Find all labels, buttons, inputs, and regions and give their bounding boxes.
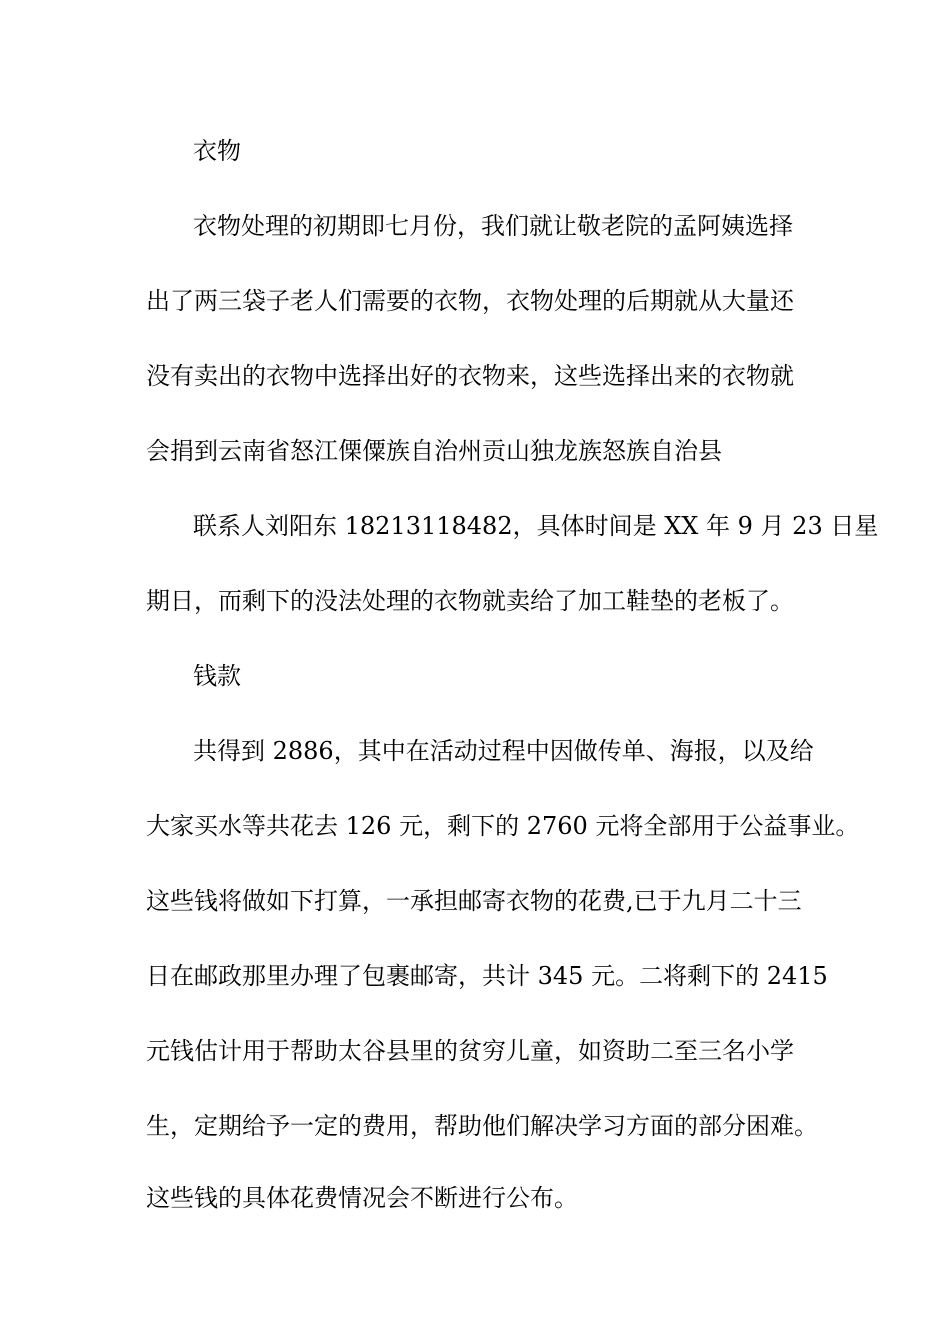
paragraph-line: 这些钱的具体花费情况会不断进行公布。 [146,1184,578,1212]
paragraph-line: 出了两三袋子老人们需要的衣物，衣物处理的后期就从大量还 [146,287,794,315]
paragraph-line: 会捐到云南省怒江傈僳族自治州贡山独龙族怒族自治县 [146,437,722,465]
paragraph-line: 期日，而剩下的没法处理的衣物就卖给了加工鞋垫的老板了。 [146,587,794,615]
section-heading-money: 钱款 [193,662,241,690]
paragraph-line: 生，定期给予一定的费用，帮助他们解决学习方面的部分困难。 [146,1112,818,1140]
paragraph-line: 没有卖出的衣物中选择出好的衣物来，这些选择出来的衣物就 [146,362,794,390]
paragraph-line: 共得到 2886，其中在活动过程中因做传单、海报，以及给 [193,737,814,765]
paragraph-line: 日在邮政那里办理了包裹邮寄，共计 345 元。二将剩下的 2415 [146,962,828,990]
paragraph-line: 大家买水等共花去 126 元，剩下的 2760 元将全部用于公益事业。 [146,812,860,840]
paragraph-line: 这些钱将做如下打算，一承担邮寄衣物的花费,已于九月二十三 [146,887,802,915]
paragraph-line: 联系人刘阳东 18213118482，具体时间是 XX 年 9 月 23 日星 [193,512,879,540]
paragraph-line: 衣物处理的初期即七月份，我们就让敬老院的孟阿姨选择 [193,212,793,240]
paragraph-line: 元钱估计用于帮助太谷县里的贫穷儿童，如资助二至三名小学 [146,1037,794,1065]
section-heading-clothing: 衣物 [193,137,241,165]
